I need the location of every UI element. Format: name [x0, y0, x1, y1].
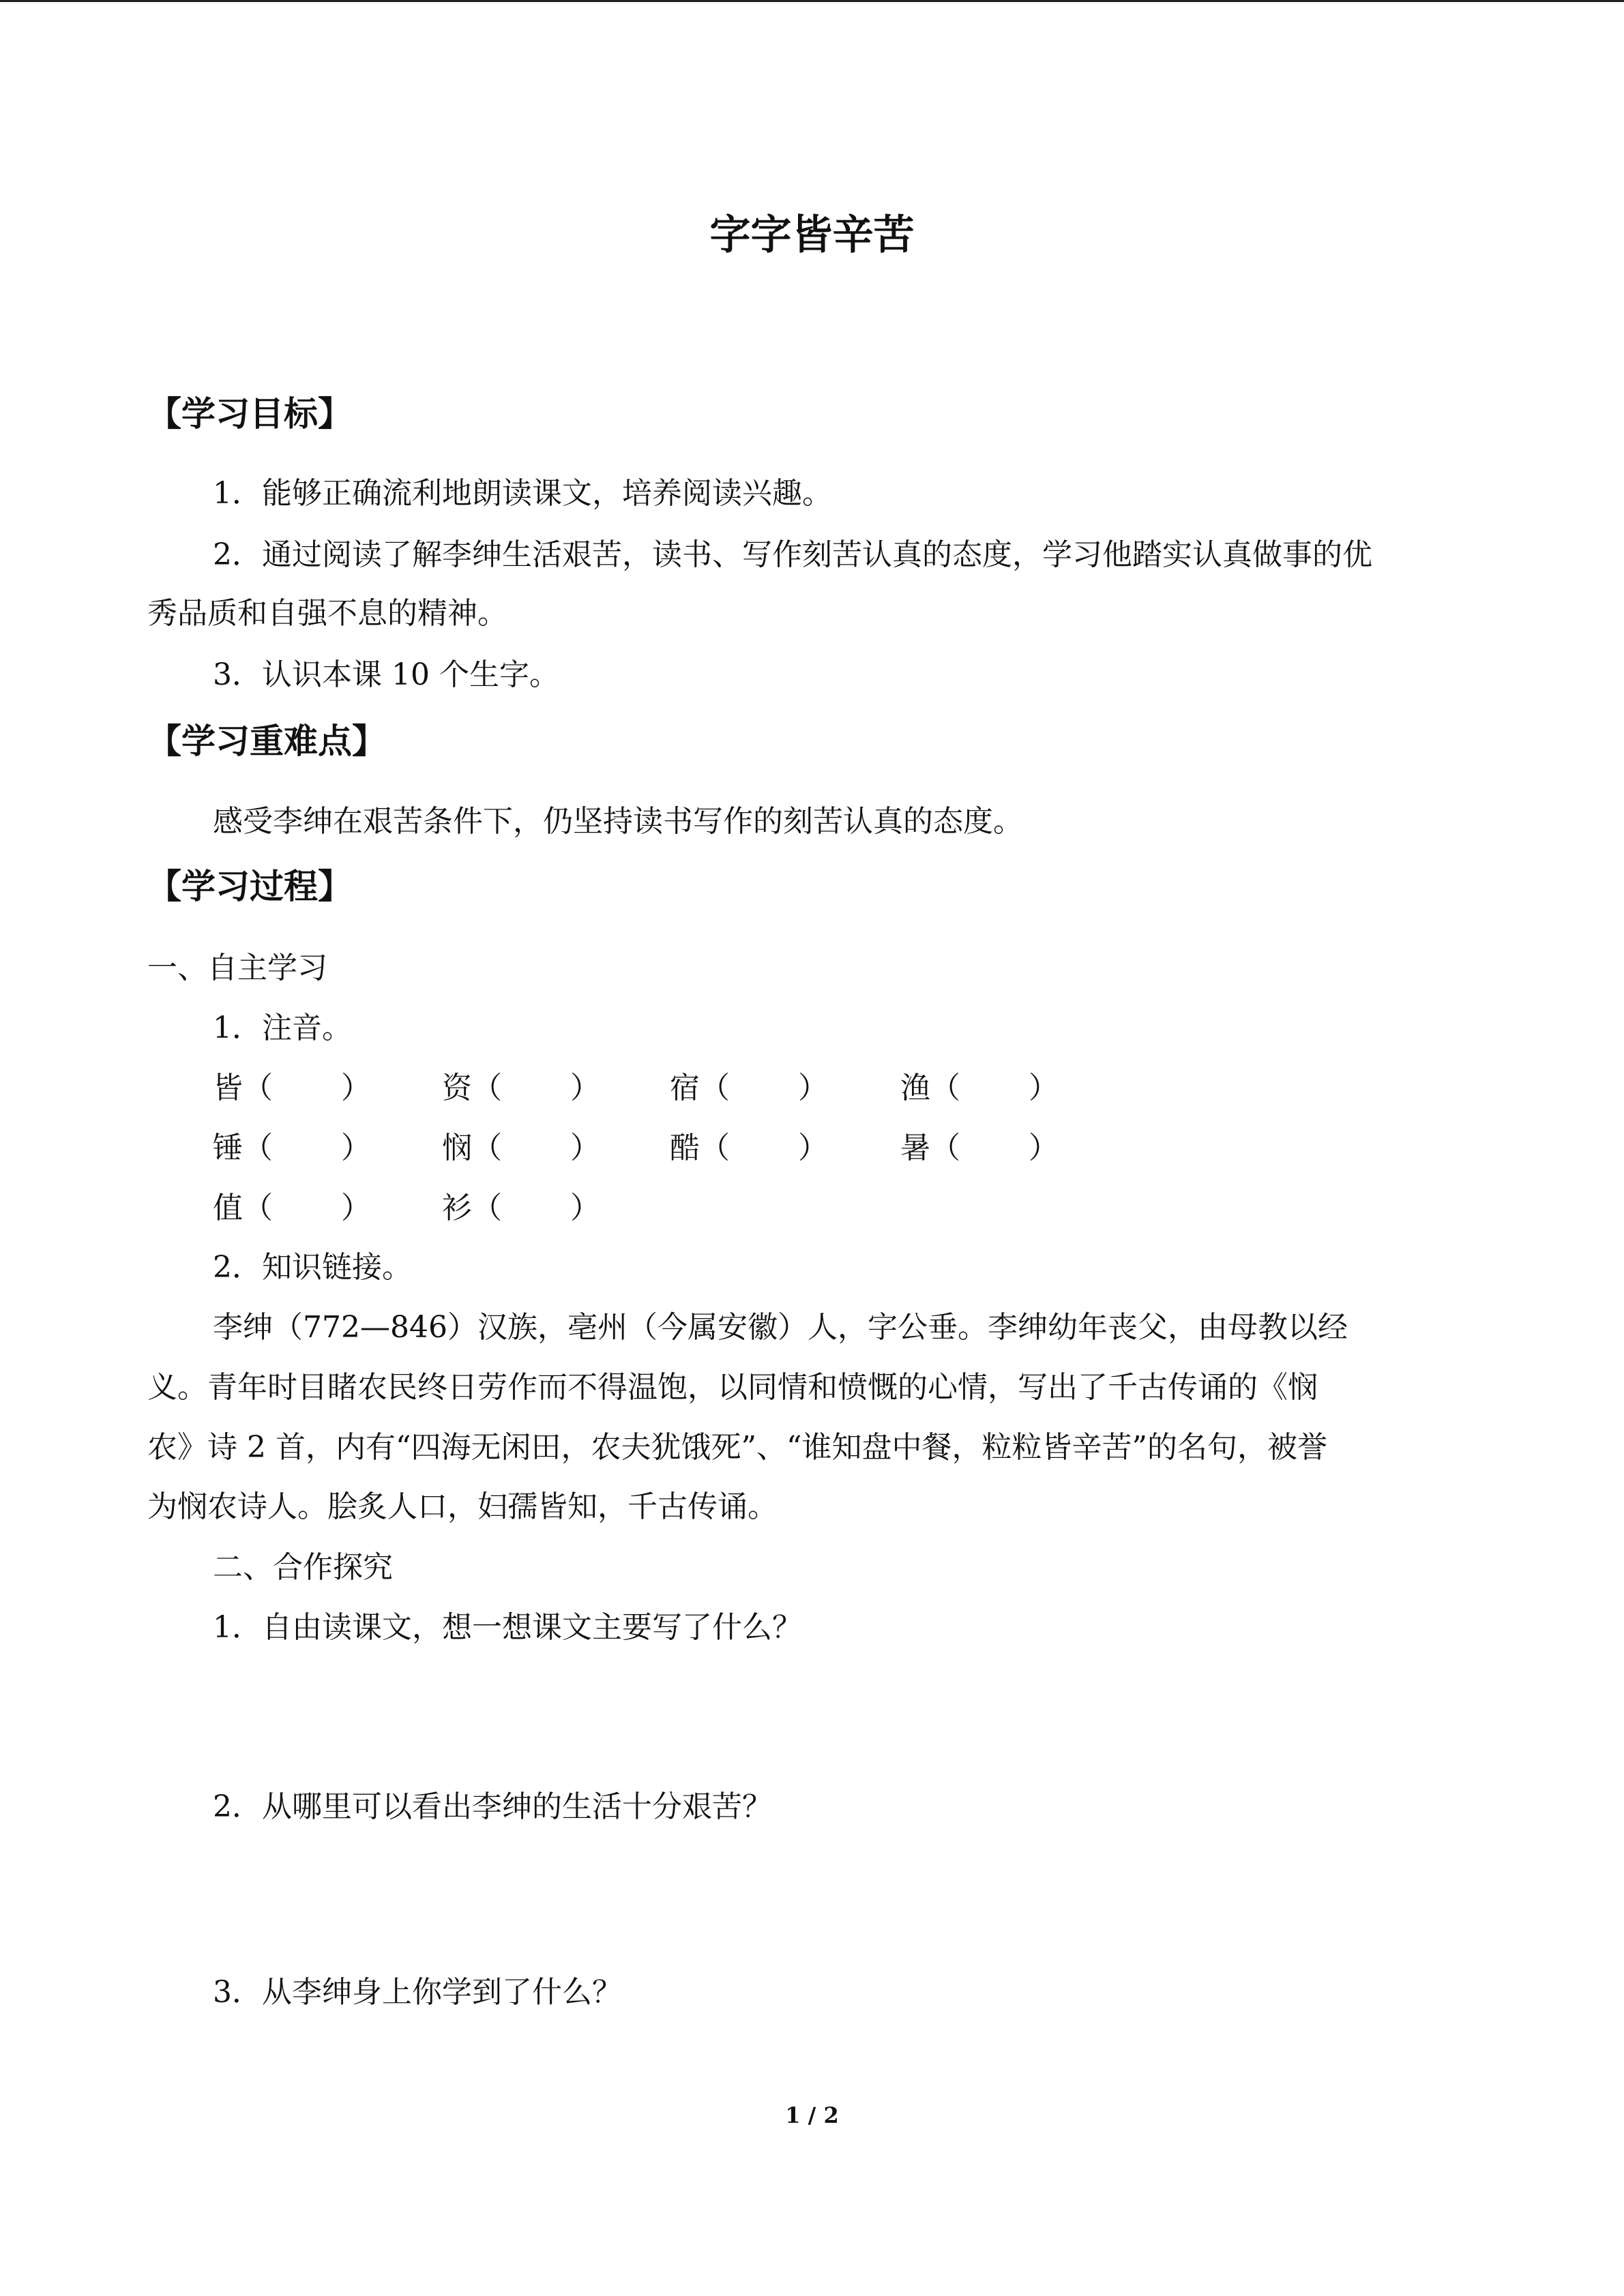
pinyin-item: 悯（ ）: [442, 1131, 600, 1165]
bio-line-2: 义。青年时目睹农民终日劳作而不得温饱，以同情和愤慨的心情，写出了千古传诵的《悯: [147, 1370, 1318, 1405]
pinyin-item: 值（ ）: [213, 1191, 371, 1225]
section-heading-key-points: 【学习重难点】: [147, 721, 386, 761]
bio-line-4: 为悯农诗人。脍炙人口，妇孺皆知，千古传诵。: [147, 1489, 778, 1524]
goal-item-2: 2．通过阅读了解李绅生活艰苦，读书、写作刻苦认真的态度，学习他踏实认真做事的优: [213, 537, 1372, 572]
question-1: 1．自由读课文，想一想课文主要写了什么？: [213, 1610, 802, 1645]
question-2: 2．从哪里可以看出李绅的生活十分艰苦？: [213, 1789, 772, 1824]
section-heading-process: 【学习过程】: [147, 867, 352, 906]
question-3: 3．从李绅身上你学到了什么？: [213, 1975, 622, 2010]
pinyin-row: [213, 1128, 1099, 1169]
goal-item-3: 3．认识本课 10 个生字。: [213, 657, 559, 692]
bio-line-1: 李绅（772—846）汉族，亳州（今属安徽）人，字公垂。李绅幼年丧父，由母教以经: [213, 1310, 1348, 1345]
goal-item-2-continued: 秀品质和自强不息的精神。: [147, 596, 507, 631]
part-one-heading: 一、自主学习: [147, 951, 327, 985]
pinyin-row: [213, 1188, 1099, 1229]
knowledge-link-prompt: 2．知识链接。: [213, 1250, 412, 1285]
pinyin-item: 酷（ ）: [670, 1131, 828, 1165]
pinyin-prompt: 1．注音。: [213, 1011, 352, 1045]
key-points-text: 感受李绅在艰苦条件下，仍坚持读书写作的刻苦认真的态度。: [213, 804, 1023, 839]
goal-item-1: 1．能够正确流利地朗读课文，培养阅读兴趣。: [213, 476, 832, 511]
page-title: 字字皆辛苦: [709, 211, 915, 259]
part-two-heading: 二、合作探究: [213, 1550, 393, 1585]
pinyin-item: 宿（ ）: [670, 1071, 828, 1105]
pinyin-item: 资（ ）: [442, 1071, 600, 1105]
pinyin-item: 暑（ ）: [900, 1131, 1059, 1165]
pinyin-item: 衫（ ）: [442, 1191, 600, 1225]
pinyin-item: 渔（ ）: [900, 1071, 1059, 1105]
bio-line-3: 农》诗 2 首，内有“四海无闲田，农夫犹饿死”、“谁知盘中餐，粒粒皆辛苦”的名句，被誉: [147, 1430, 1327, 1465]
top-border-line: [0, 0, 1624, 2]
pinyin-item: 锤（ ）: [213, 1131, 371, 1165]
section-heading-goals: 【学习目标】: [147, 394, 352, 434]
pinyin-item: 皆（ ）: [213, 1071, 371, 1105]
pinyin-row: [213, 1068, 1099, 1109]
page-number: 1 / 2: [785, 2102, 839, 2128]
